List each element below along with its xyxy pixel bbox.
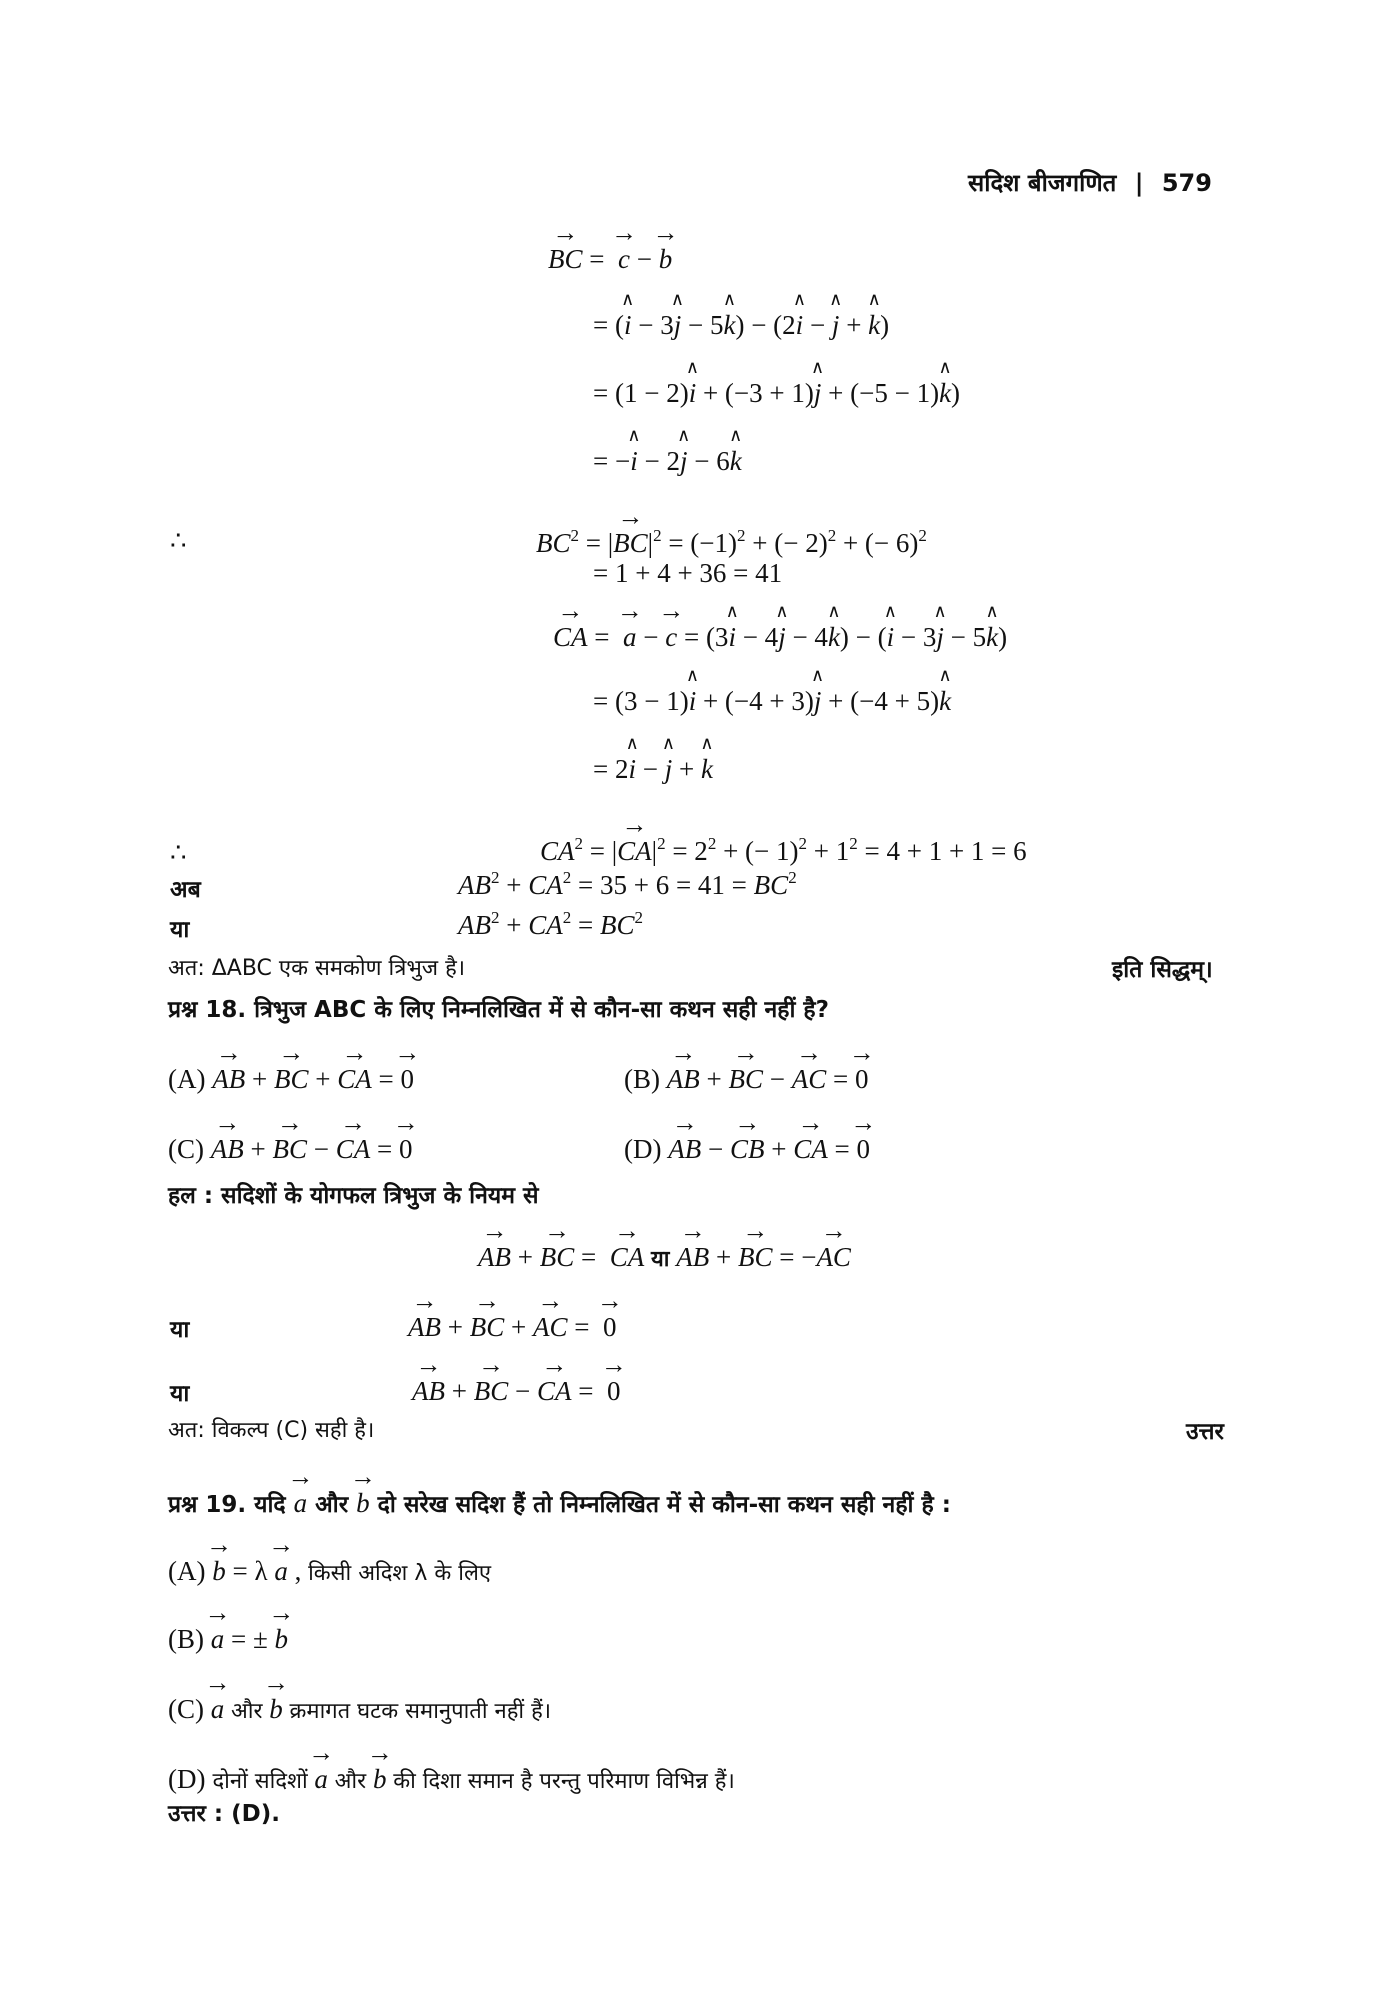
ca-definition: → CA = → a − → c = (3∧ i − 4∧ j − 4∧ k) − (∧ i − 3∧ j − 5∧ k) [553, 618, 1007, 653]
q18-or-label-2: या [170, 1381, 190, 1407]
header-separator: | [1134, 169, 1144, 197]
q19-option-d: (D) दोनों सदिशों → a और → b की दिशा समान है परन्तु परिमाण विभिन्न हैं। [168, 1760, 735, 1795]
ab-line: $AB^2 + CA^2 = 35 + 6 = 41 = BC^2$ [458, 868, 797, 900]
therefore-symbol: ∴ [170, 526, 187, 555]
q18-solution-line-1: → AB + → BC = → CA या → AB + → BC = −→ AC [478, 1238, 851, 1273]
bc-step-2: = (1 − 2)∧ i + (−3 + 1)∧ j + (−5 − 1)∧ k) [593, 378, 960, 409]
solution-17-conclusion: अत: ΔABC एक समकोण त्रिभुज है। [168, 956, 466, 981]
vector-c: → c [618, 240, 630, 275]
question-18-label: प्रश्न 18. [168, 997, 247, 1023]
q18-solution-line-2: → AB + → BC + → AC = → 0 [408, 1308, 616, 1343]
ca-squared-line: $CA^2$ = |→ $CA|^2 = 2^2$ + (− $1)^2 + 1^2 = 4 + 1 + 1 = 6$ [540, 832, 1027, 867]
question-18 [168, 992, 829, 1024]
q18-option-c: (C) → AB + → BC − → CA = → 0 [168, 1130, 412, 1165]
or-line: $AB^2 + CA^2 = BC^2$ [458, 908, 643, 940]
bc-step-1: = (∧ i − 3∧ j − 5∧ k) − (2∧ i − ∧ j + ∧ k) [593, 310, 889, 341]
therefore-symbol-2: ∴ [170, 838, 187, 867]
vector-b: → b [659, 240, 673, 275]
q19-option-c: (C) → a और → b क्रमागत घटक समानुपाती नहीं हैं। [168, 1690, 551, 1725]
q18-solution-intro: हल : सदिशों के योगफल त्रिभुज के नियम से [168, 1183, 539, 1209]
q19-option-a: (A) → b = λ → a , किसी अदिश λ के लिए [168, 1552, 491, 1587]
bc-definition: → BC = → c − → b [548, 240, 672, 275]
q18-conclusion: अत: विकल्प (C) सही है। [168, 1418, 375, 1443]
vector-bc: → BC [548, 240, 583, 275]
chapter-title: सदिश बीजगणित [968, 169, 1117, 197]
ab-label: अब [170, 877, 201, 903]
bc-squared-line-1: $BC^2$ = |→ $BC|^2 = (-1)^2$ + (− 2)$^2$ + (− 6)$^2$ [536, 524, 927, 559]
q18-answer-label: उत्तर [1186, 1419, 1224, 1445]
bc-squared-line-2: = 1 + 4 + 36 = 41 [593, 558, 783, 588]
ca-step-1: = (3 − 1)∧ i + (−4 + 3)∧ j + (−4 + 5)∧ k [593, 686, 951, 717]
ca-step-2: = 2∧ i − ∧ j + ∧ k [593, 754, 713, 785]
q19-option-b: (B) → a = ± → b [168, 1620, 288, 1655]
question-19: प्रश्न 19. यदि → a और → b दो सरेख सदिश हैं तो निम्नलिखित में से कौन-सा कथन सही नहीं है : [168, 1484, 951, 1519]
q18-option-d: (D) → AB − → CB + → CA = → 0 [624, 1130, 870, 1165]
q18-solution-line-3: → AB + → BC − → CA = → 0 [412, 1372, 620, 1407]
page-number: 579 [1161, 169, 1212, 197]
running-header [968, 166, 1212, 199]
or-label: या [170, 917, 190, 943]
q18-option-b: (B) → AB + → BC − → AC = → 0 [624, 1060, 868, 1095]
q18-option-a: (A) → AB + → BC + → CA = → 0 [168, 1060, 414, 1095]
q18-or-label-1: या [170, 1317, 190, 1343]
q19-answer: उत्तर : (D). [168, 1801, 280, 1827]
bc-step-3: = −∧ i − 2∧ j − 6∧ k [593, 446, 742, 477]
question-18-text: त्रिभुज ABC के लिए निम्नलिखित में से कौन-सा कथन सही नहीं है? [254, 997, 829, 1023]
question-19-label: प्रश्न 19. [168, 1492, 247, 1518]
qed-label: इति सिद्धम्। [1112, 957, 1213, 983]
